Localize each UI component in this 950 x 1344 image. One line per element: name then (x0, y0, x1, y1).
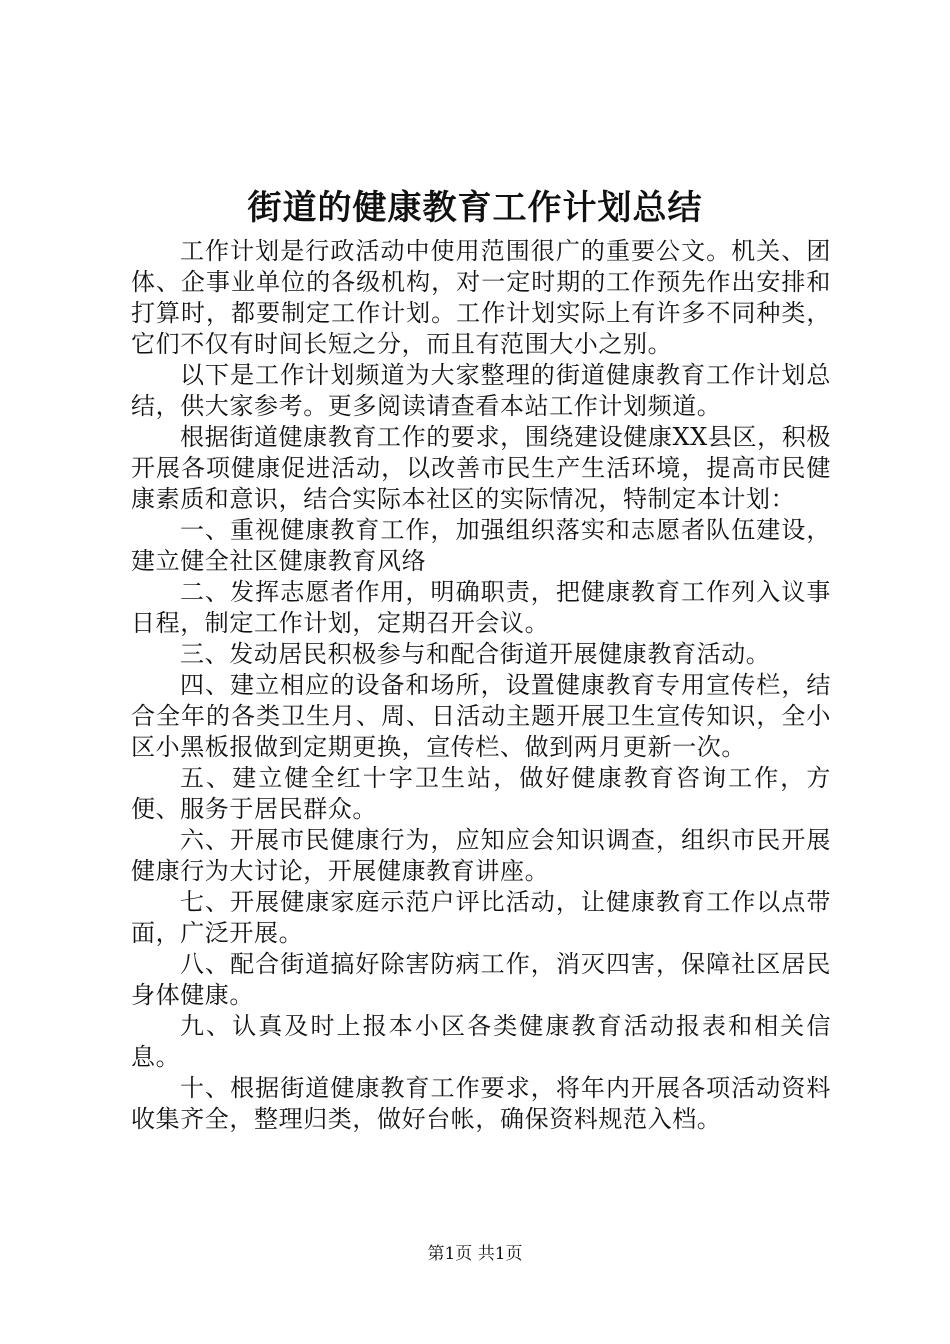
document-body (131, 236, 831, 1135)
paragraph-reference: 以下是工作计划频道为大家整理的街道健康教育工作计划总结，供大家参考。更多阅读请查看本站工作计划频道。 (131, 361, 831, 420)
plan-item-6: 六、开展市民健康行为，应知应会知识调查，组织市民开展健康行为大讨论，开展健康教育讲座。 (131, 826, 831, 885)
plan-item-10: 十、根据街道健康教育工作要求，将年内开展各项活动资料收集齐全，整理归类，做好台帐，确保资料规范入档。 (131, 1074, 831, 1133)
plan-item-1: 一、重视健康教育工作，加强组织落实和志愿者队伍建设，建立健全社区健康教育风络 (131, 516, 831, 575)
plan-item-7: 七、开展健康家庭示范户评比活动，让健康教育工作以点带面，广泛开展。 (131, 888, 831, 947)
plan-item-2: 二、发挥志愿者作用，明确职责，把健康教育工作列入议事日程，制定工作计划，定期召开会议。 (131, 578, 831, 637)
plan-item-9: 九、认真及时上报本小区各类健康教育活动报表和相关信息。 (131, 1012, 831, 1071)
page-footer: 第1页 共1页 (427, 1244, 523, 1264)
paragraph-requirements: 根据街道健康教育工作的要求，围绕建设健康XX县区，积极开展各项健康促进活动，以改善市民生产生活环境，提高市民健康素质和意识，结合实际本社区的实际情况，特制定本计划： (131, 423, 831, 513)
plan-item-5: 五、建立健全红十字卫生站，做好健康教育咨询工作，方便、服务于居民群众。 (131, 764, 831, 823)
plan-item-8: 八、配合街道搞好除害防病工作，消灭四害，保障社区居民身体健康。 (131, 950, 831, 1009)
document-title: 街道的健康教育工作计划总结 (247, 188, 703, 228)
plan-item-4: 四、建立相应的设备和场所，设置健康教育专用宣传栏，结合全年的各类卫生月、周、日活动主题开展卫生宣传知识，全小区小黑板报做到定期更换，宣传栏、做到两月更新一次。 (131, 671, 831, 761)
paragraph-intro: 工作计划是行政活动中使用范围很广的重要公文。机关、团体、企事业单位的各级机构，对一定时期的工作预先作出安排和打算时，都要制定工作计划。工作计划实际上有许多不同种类，它们不仅有时间长短之分，而且有范围大小之别。 (131, 237, 831, 358)
plan-item-3: 三、发动居民积极参与和配合街道开展健康教育活动。 (180, 640, 771, 668)
